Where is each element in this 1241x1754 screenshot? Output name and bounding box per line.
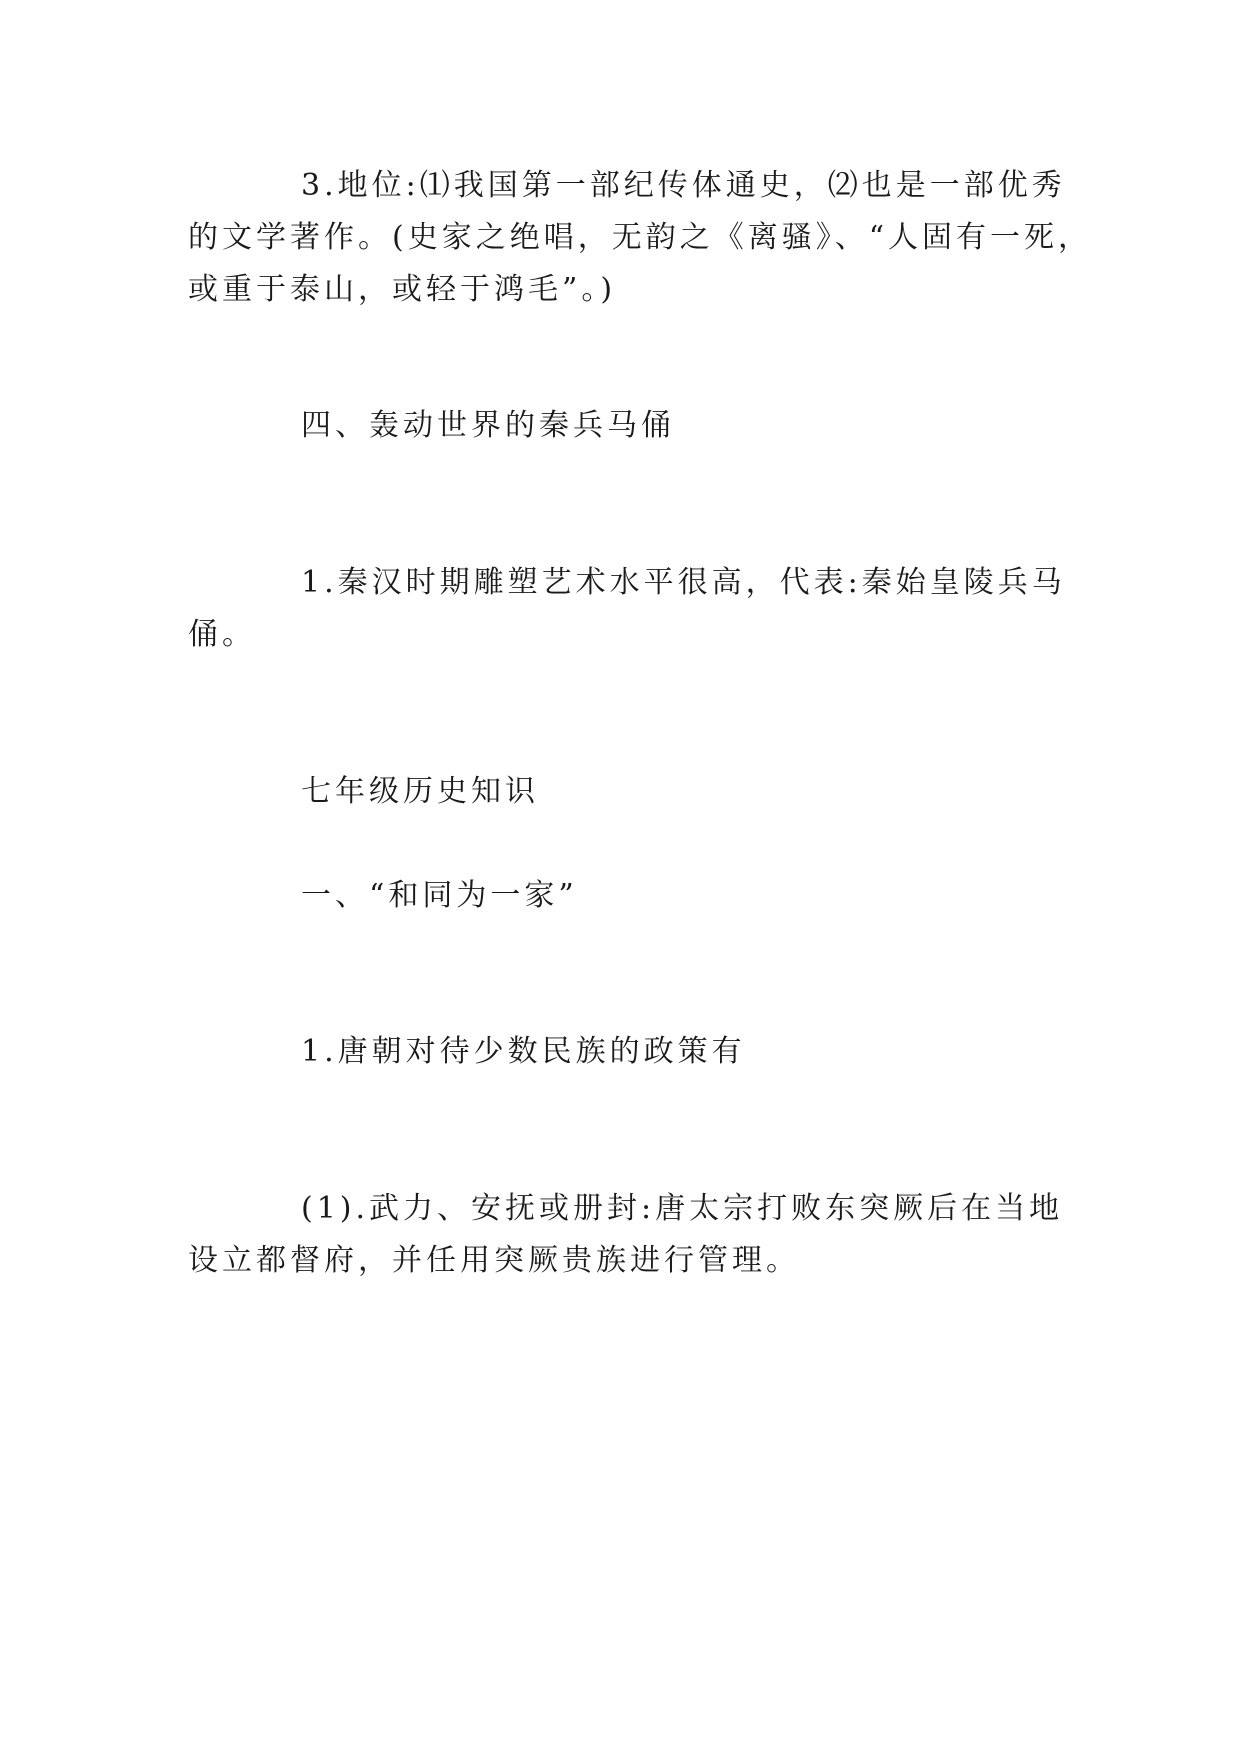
text-line: 七年级历史知识 bbox=[301, 774, 539, 809]
text-line: 设立都督府，并任用突厥贵族进行管理。 bbox=[188, 1243, 800, 1278]
paragraph-tang-policy bbox=[188, 1026, 1053, 1078]
paragraph-force-and-appeasement bbox=[188, 1183, 1064, 1287]
text-line: 的文学著作。(史家之绝唱，无韵之《离骚》、“人固有一死， bbox=[188, 220, 1093, 255]
section-heading-terracotta-army bbox=[188, 400, 1053, 452]
text-line: 1.秦汉时期雕塑艺术水平很高，代表:秦始皇陵兵马 bbox=[301, 565, 1066, 600]
section-heading-unity bbox=[188, 870, 1053, 922]
text-line: 或重于泰山，或轻于鸿毛”。) bbox=[188, 272, 617, 307]
text-line: 一、“和同为一家” bbox=[301, 878, 578, 913]
text-line: 3.地位:⑴我国第一部纪传体通史，⑵也是一部优秀 bbox=[301, 168, 1066, 203]
text-line: 俑。 bbox=[188, 617, 256, 652]
text-line: 1.唐朝对待少数民族的政策有 bbox=[301, 1034, 746, 1069]
document-subtitle bbox=[188, 766, 1053, 818]
paragraph-status-of-shiji bbox=[188, 160, 1093, 316]
paragraph-sculpture-art bbox=[188, 557, 1066, 661]
text-line: 四、轰动世界的秦兵马俑 bbox=[301, 408, 675, 443]
text-line: (1).武力、安抚或册封:唐太宗打败东突厥后在当地 bbox=[301, 1191, 1064, 1226]
